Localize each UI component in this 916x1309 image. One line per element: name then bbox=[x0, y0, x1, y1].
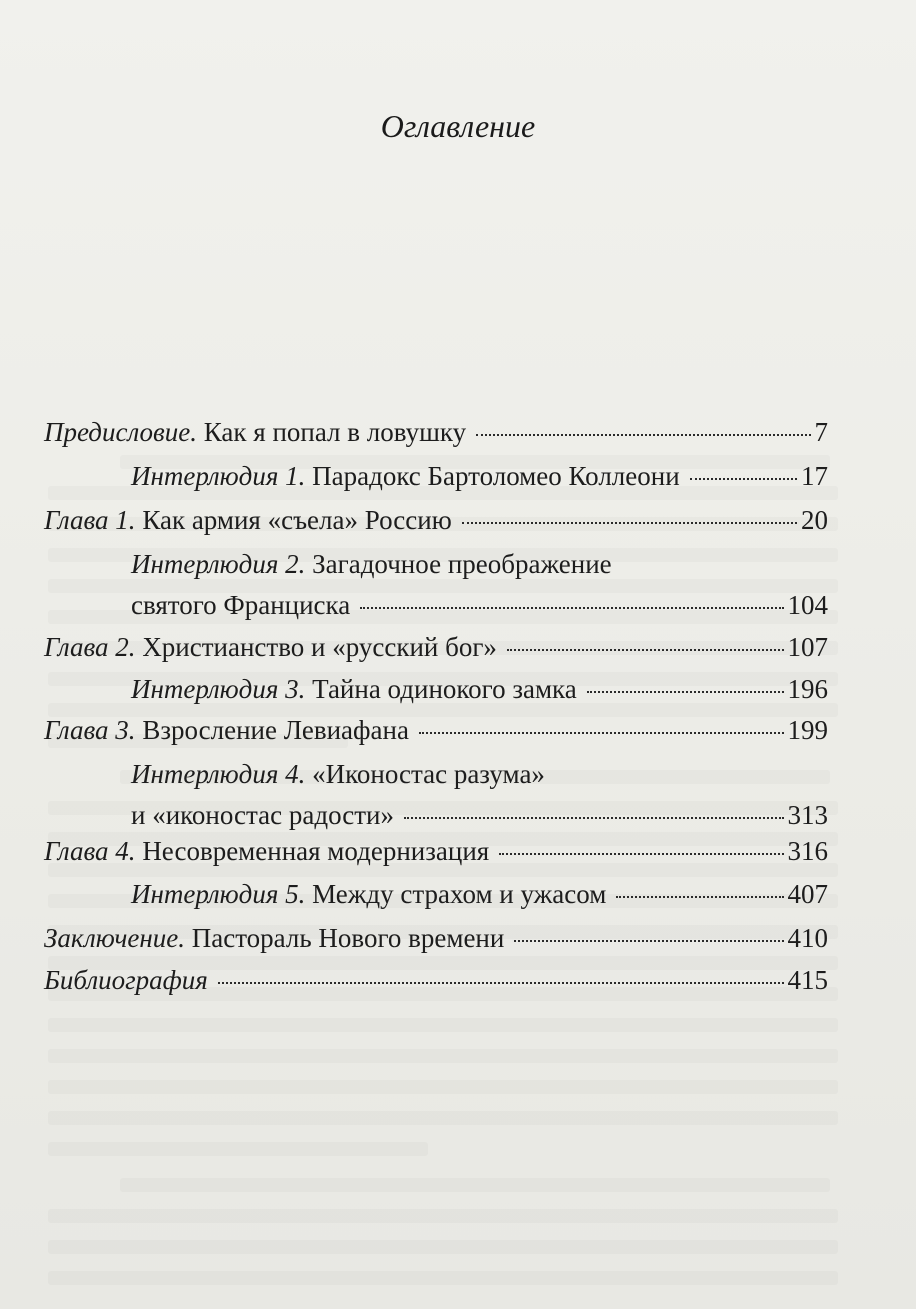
toc-entry-interlude-1[interactable] bbox=[131, 458, 828, 494]
dot-leader bbox=[507, 649, 784, 651]
entry-title-continuation: святого Франциска bbox=[131, 590, 351, 620]
entry-label: Интерлюдия 2. bbox=[131, 549, 306, 579]
page-number: 415 bbox=[787, 965, 828, 995]
page-number: 17 bbox=[801, 461, 828, 491]
page-number: 104 bbox=[787, 590, 828, 620]
entry-label: Глава 3. bbox=[44, 715, 136, 745]
dot-leader bbox=[690, 478, 797, 480]
entry-label: Глава 1. bbox=[44, 505, 136, 535]
dot-leader bbox=[360, 607, 783, 609]
page-number: 313 bbox=[787, 800, 828, 830]
page-number: 7 bbox=[814, 417, 828, 447]
entry-title: Как армия «съела» Россию bbox=[142, 505, 452, 535]
dot-leader bbox=[462, 522, 797, 524]
entry-title: Взросление Левиафана bbox=[142, 715, 409, 745]
entry-label: Глава 2. bbox=[44, 632, 136, 662]
entry-title-continuation: и «иконостас радости» bbox=[131, 800, 394, 830]
page-number: 199 bbox=[787, 715, 828, 745]
entry-title: Несовременная модернизация bbox=[142, 836, 490, 866]
page-number: 196 bbox=[787, 674, 828, 704]
entry-title: Пастораль Нового времени bbox=[191, 923, 505, 953]
entry-label: Интерлюдия 1. bbox=[131, 461, 306, 491]
toc-entry-interlude-4[interactable] bbox=[131, 756, 828, 833]
dot-leader bbox=[476, 434, 810, 436]
dot-leader bbox=[218, 982, 784, 984]
page-number: 107 bbox=[787, 632, 828, 662]
entry-title: Тайна одинокого замка bbox=[312, 674, 577, 704]
entry-title: Христианство и «русский бог» bbox=[142, 632, 497, 662]
entry-label: Глава 4. bbox=[44, 836, 136, 866]
page-number: 316 bbox=[787, 836, 828, 866]
toc-entry-interlude-3[interactable] bbox=[131, 671, 828, 707]
page-number: 410 bbox=[787, 923, 828, 953]
toc-entry-bibliography[interactable] bbox=[44, 962, 828, 998]
entry-label: Интерлюдия 3. bbox=[131, 674, 306, 704]
toc-entry-preface[interactable] bbox=[44, 414, 828, 450]
entry-title: Парадокс Бартоломео Коллеони bbox=[312, 461, 680, 491]
page-number: 20 bbox=[801, 505, 828, 535]
dot-leader bbox=[419, 732, 784, 734]
entry-label: Библиография bbox=[44, 965, 208, 995]
toc-heading: Оглавление bbox=[380, 108, 536, 144]
entry-title: «Иконостас разума» bbox=[312, 759, 545, 789]
toc-entry-interlude-5[interactable] bbox=[131, 876, 828, 912]
toc-entry-chapter-4[interactable] bbox=[44, 833, 828, 869]
entry-label: Интерлюдия 5. bbox=[131, 879, 306, 909]
dot-leader bbox=[514, 940, 783, 942]
entry-title: Загадочное преображение bbox=[312, 549, 612, 579]
entry-title: Между страхом и ужасом bbox=[312, 879, 607, 909]
toc-entry-chapter-2[interactable] bbox=[44, 629, 828, 665]
toc-entry-interlude-2[interactable] bbox=[131, 546, 828, 623]
page-number: 407 bbox=[787, 879, 828, 909]
toc-entry-chapter-1[interactable] bbox=[44, 502, 828, 538]
dot-leader bbox=[587, 691, 784, 693]
toc-entry-chapter-3[interactable] bbox=[44, 712, 828, 748]
entry-label: Интерлюдия 4. bbox=[131, 759, 306, 789]
dot-leader bbox=[616, 896, 783, 898]
dot-leader bbox=[499, 853, 783, 855]
entry-label: Предисловие. bbox=[44, 417, 198, 447]
entry-title: Как я попал в ловушку bbox=[203, 417, 467, 447]
toc-entry-conclusion[interactable] bbox=[44, 920, 828, 956]
entry-label: Заключение. bbox=[44, 923, 185, 953]
dot-leader bbox=[404, 817, 784, 819]
